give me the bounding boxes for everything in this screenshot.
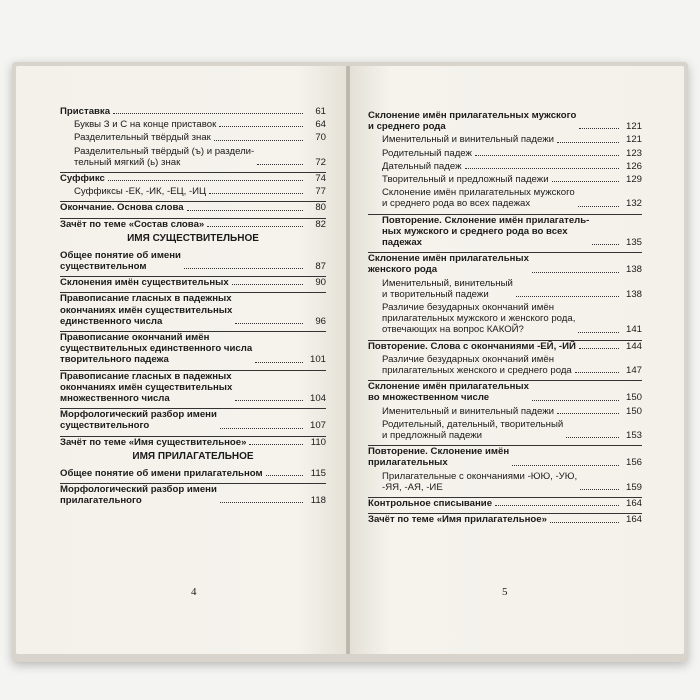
toc-row	[382, 148, 642, 159]
toc-row	[368, 446, 642, 468]
toc-row	[74, 186, 326, 197]
dot-leader	[255, 362, 303, 363]
dot-leader	[235, 323, 303, 324]
toc-page-number: 123	[625, 147, 642, 159]
toc-page-number: 90	[315, 277, 326, 289]
toc-entry-title: Именительный и винительный падежи	[382, 405, 554, 417]
toc-entry	[60, 250, 326, 272]
toc-page-number: 138	[625, 264, 642, 276]
toc-page-number: 150	[625, 405, 642, 417]
toc-entry-title: Склонение имён прилагательных мужского и среднего рода	[368, 110, 577, 133]
toc-entry	[368, 471, 642, 493]
toc-entry	[368, 187, 642, 209]
dot-leader	[580, 489, 619, 490]
dot-leader	[184, 268, 303, 269]
toc-page-number: 126	[625, 160, 642, 172]
toc-entry-title: Зачёт по теме «Имя прилагательное»	[368, 514, 547, 526]
toc-page-number: 82	[315, 218, 326, 230]
toc-row	[368, 110, 642, 132]
toc-row	[382, 174, 642, 185]
toc-entry	[60, 468, 326, 479]
toc-entry	[60, 106, 326, 117]
toc-page-number: 61	[315, 106, 326, 117]
toc-entry	[60, 201, 326, 213]
toc-row	[74, 119, 326, 130]
toc-entry-title: Правописание гласных в падежных окончаниях имён существительных множественного числа	[60, 370, 233, 405]
toc-entry	[368, 419, 642, 441]
toc-page-number: 141	[625, 324, 642, 336]
toc-entry-title: Разделительный твёрдый знак	[74, 132, 211, 144]
toc-entry-title: Общее понятие об имени существительном	[60, 249, 181, 273]
toc-entry	[368, 214, 642, 249]
dot-leader	[512, 465, 619, 466]
toc-row	[382, 302, 642, 336]
dot-leader	[550, 522, 619, 523]
dot-leader	[266, 475, 303, 476]
toc-page-number: 70	[315, 132, 326, 144]
toc-entry	[368, 340, 642, 352]
toc-entry	[368, 406, 642, 417]
dot-leader	[495, 505, 619, 506]
toc-page-number: 74	[315, 173, 326, 185]
toc-entry	[60, 408, 326, 431]
toc-row	[368, 253, 642, 275]
toc-page-number: 159	[625, 481, 642, 493]
toc-row	[382, 134, 642, 145]
toc-row	[60, 409, 326, 431]
toc-row	[60, 202, 326, 213]
toc-entry	[60, 186, 326, 197]
toc-entry-title: Морфологический разбор имени существительного	[60, 409, 217, 432]
toc-entry-title: Повторение. Склонение имён прилагательных	[368, 446, 510, 469]
left-page	[16, 66, 346, 654]
dot-leader	[235, 400, 303, 401]
toc-row	[60, 173, 326, 184]
toc-entry	[60, 276, 326, 288]
toc-row	[382, 419, 642, 441]
toc-page-number: 80	[315, 202, 326, 214]
toc-entry	[368, 513, 642, 525]
toc-row	[60, 332, 326, 366]
toc-row	[368, 514, 642, 525]
toc-entry-title: Зачёт по теме «Состав слова»	[60, 218, 205, 230]
toc-entry-title: Склонение имён прилагательных женского рода	[368, 253, 529, 276]
toc-page-number: 164	[625, 498, 642, 510]
dot-leader	[575, 372, 619, 373]
toc-page-number: 164	[625, 514, 642, 526]
dot-leader	[532, 272, 619, 273]
dot-leader	[220, 502, 303, 503]
toc-row	[60, 468, 326, 479]
toc-entry	[60, 483, 326, 506]
toc-entry-title: Разделительный твёрдый (ъ) и раздели- тельный мягкий (ь) знак	[74, 145, 255, 168]
dot-leader	[579, 348, 619, 349]
section-heading: ИМЯ ПРИЛАГАТЕЛЬНОЕ	[132, 450, 254, 462]
toc-page-number: 87	[315, 261, 326, 273]
toc-entry-title: Различие безударных окончаний имён прилагательных женского и среднего рода	[382, 353, 572, 377]
right-toc-column	[368, 106, 642, 526]
toc-entry	[368, 497, 642, 509]
toc-row	[368, 498, 642, 509]
toc-entry	[368, 445, 642, 468]
toc-page-number: 121	[625, 121, 642, 133]
dot-leader	[214, 140, 303, 141]
toc-row	[74, 146, 326, 168]
toc-entry-title: Дательный падеж	[382, 160, 462, 172]
left-page-number: 4	[191, 586, 197, 598]
dot-leader	[465, 168, 619, 169]
toc-row	[60, 371, 326, 405]
toc-entry	[60, 119, 326, 130]
toc-page-number: 156	[625, 457, 642, 469]
toc-page-number: 104	[309, 393, 326, 405]
toc-entry-title: Суффикс	[60, 173, 105, 185]
toc-page-number: 64	[315, 119, 326, 131]
toc-entry	[368, 110, 642, 132]
toc-entry-title: Именительный и винительный падежи	[382, 134, 554, 146]
toc-entry-title: Правописание гласных в падежных окончаниях имён существительных единственного числа	[60, 293, 233, 327]
toc-entry	[60, 218, 326, 230]
toc-entry	[368, 302, 642, 336]
toc-entry-title: Творительный и предложный падежи	[382, 174, 549, 186]
toc-entry	[60, 331, 326, 366]
toc-row	[382, 161, 642, 172]
toc-page-number: 72	[315, 156, 326, 168]
toc-entry-title: Склонение имён прилагательных мужского и среднего рода во всех падежах	[382, 187, 575, 210]
toc-row	[60, 437, 326, 448]
toc-row	[382, 471, 642, 493]
dot-leader	[209, 193, 303, 194]
dot-leader	[557, 413, 619, 414]
toc-page-number: 132	[625, 198, 642, 210]
toc-entry	[368, 278, 642, 300]
dot-leader	[108, 180, 303, 181]
toc-page-number: 138	[625, 288, 642, 300]
toc-entry-title: Склонение имён прилагательных во множественном числе	[368, 381, 529, 404]
toc-page-number: 135	[625, 237, 642, 249]
toc-row	[60, 250, 326, 272]
toc-page-number: 115	[310, 467, 326, 479]
toc-row	[60, 106, 326, 117]
toc-entry-title: Морфологический разбор имени прилагательного	[60, 484, 217, 507]
toc-entry	[368, 161, 642, 172]
toc-entry	[368, 252, 642, 275]
dot-leader	[516, 296, 619, 297]
toc-row	[74, 132, 326, 143]
toc-entry	[368, 354, 642, 376]
right-page-number: 5	[502, 586, 508, 598]
toc-page-number: 144	[625, 340, 642, 352]
dot-leader	[578, 206, 619, 207]
toc-entry-title: Именительный, винительный и творительный падежи	[382, 277, 513, 300]
toc-entry-title: Прилагательные с окончаниями -ЮЮ, -УЮ, -ЯЯ, -АЯ, -ИЕ	[382, 470, 578, 493]
toc-entry-title: Правописание окончаний имён существительных единственного числа творительного падежа	[60, 332, 253, 366]
toc-row	[368, 381, 642, 403]
toc-entry-title: Окончание. Основа слова	[60, 202, 184, 214]
dot-leader	[187, 210, 303, 211]
dot-leader	[113, 113, 303, 114]
toc-entry	[368, 148, 642, 159]
toc-entry-title: Зачёт по теме «Имя существительное»	[60, 436, 247, 448]
toc-page-number: 101	[309, 354, 326, 366]
toc-page-number: 77	[315, 186, 326, 198]
toc-row	[382, 215, 642, 249]
dot-leader	[552, 181, 619, 182]
toc-page-number: 107	[309, 420, 326, 432]
toc-entry-title: Буквы З и С на конце приставок	[74, 119, 217, 131]
dot-leader	[592, 244, 619, 245]
right-page	[350, 66, 684, 654]
dot-leader	[578, 332, 619, 333]
toc-entry-title: Приставка	[60, 106, 111, 117]
toc-entry-title: Суффиксы -ЕК, -ИК, -ЕЦ, -ИЦ	[74, 186, 207, 198]
toc-entry-title: Общее понятие об имени прилагательном	[60, 467, 263, 479]
toc-page-number: 129	[625, 174, 642, 186]
toc-entry-title: Родительный падеж	[382, 147, 472, 159]
toc-row	[382, 406, 642, 417]
toc-page-number: 147	[625, 365, 642, 377]
toc-row	[60, 293, 326, 327]
dot-leader	[475, 155, 619, 156]
dot-leader	[566, 437, 619, 438]
toc-entry	[60, 292, 326, 327]
toc-entry	[60, 370, 326, 405]
toc-row	[382, 278, 642, 300]
dot-leader	[579, 128, 619, 129]
dot-leader	[219, 126, 303, 127]
toc-entry-title: Родительный, дательный, творительный и предложный падежи	[382, 418, 564, 442]
toc-entry-title: Склонения имён существительных	[60, 277, 229, 289]
toc-row	[60, 484, 326, 506]
dot-leader	[257, 164, 303, 165]
toc-row	[382, 354, 642, 376]
toc-page-number: 153	[625, 430, 642, 442]
toc-row	[60, 219, 326, 230]
toc-page-number: 110	[310, 436, 326, 448]
toc-row	[60, 277, 326, 288]
toc-entry	[60, 436, 326, 448]
toc-entry-title: Различие безударных окончаний имён прилагательных мужского и женского рода, отвечающих на вопрос КАКОЙ?	[382, 302, 576, 336]
toc-entry	[60, 172, 326, 184]
toc-entry	[60, 146, 326, 168]
toc-entry	[368, 380, 642, 403]
toc-row	[368, 341, 642, 352]
toc-page-number: 150	[625, 392, 642, 404]
toc-entry-title: Повторение. Слова с окончаниями -ЕЙ, -ИЙ	[368, 340, 576, 352]
toc-entry	[368, 174, 642, 185]
dot-leader	[220, 428, 303, 429]
toc-page-number: 118	[310, 495, 326, 507]
section-heading: ИМЯ СУЩЕСТВИТЕЛЬНОЕ	[127, 232, 259, 244]
toc-entry-title: Контрольное списывание	[368, 498, 493, 510]
toc-entry	[60, 132, 326, 143]
dot-leader	[207, 226, 303, 227]
dot-leader	[532, 400, 619, 401]
dot-leader	[557, 142, 619, 143]
dot-leader	[232, 284, 303, 285]
toc-entry-title: Повторение. Склонение имён прилагатель- ных мужского и среднего рода во всех падежах	[382, 214, 590, 249]
toc-row	[382, 187, 642, 209]
left-toc-column	[60, 102, 326, 506]
dot-leader	[249, 444, 303, 445]
toc-page-number: 96	[315, 315, 326, 327]
toc-entry	[368, 134, 642, 145]
toc-page-number: 121	[625, 134, 642, 146]
